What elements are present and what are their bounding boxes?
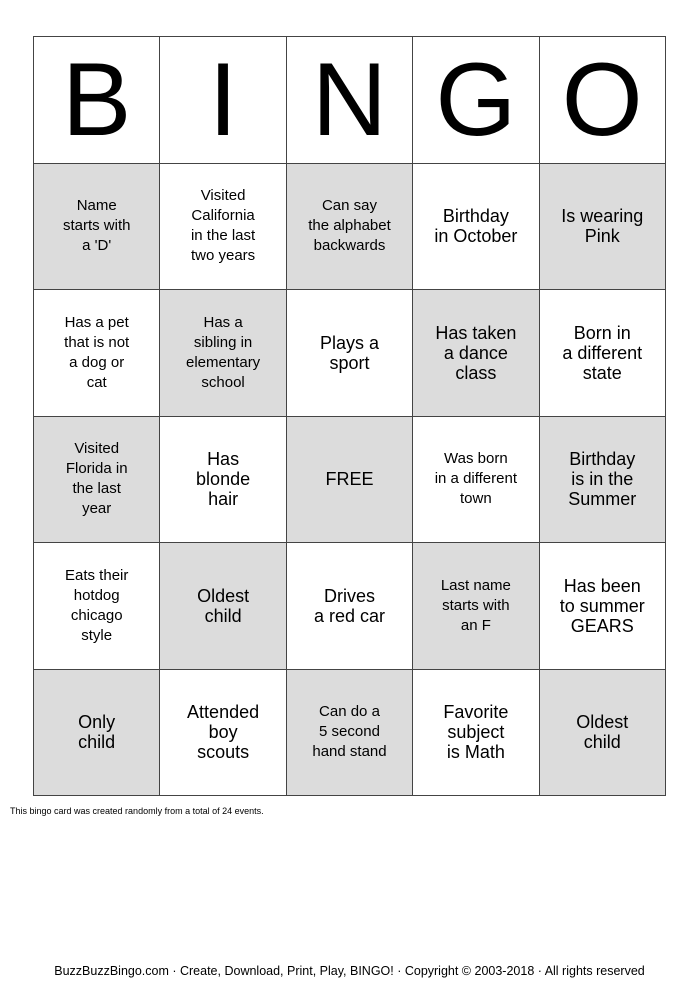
bingo-cell	[287, 164, 413, 291]
bingo-row	[34, 543, 666, 670]
bingo-cell	[287, 670, 413, 797]
bingo-cell	[287, 290, 413, 417]
bingo-cell-text: Has a sibling in elementary school	[185, 313, 261, 391]
header-letter: O	[561, 41, 643, 158]
bingo-row	[34, 417, 666, 544]
bingo-cell-text: Last name starts with an F	[440, 576, 511, 634]
bingo-cell-text: Attended boy scouts	[187, 702, 260, 763]
bingo-cell	[34, 164, 160, 291]
bingo-cell-text: Can say the alphabet backwards	[308, 197, 391, 255]
bingo-cell	[160, 543, 286, 670]
bingo-cell	[413, 670, 539, 797]
bingo-cell-text: Can do a 5 second hand stand	[312, 703, 387, 761]
header-cell-n	[287, 37, 413, 164]
bingo-cell-text: Oldest child	[576, 712, 629, 753]
bingo-cell-text: Oldest child	[197, 585, 250, 626]
bingo-cell-text: Was born in a different town	[434, 450, 517, 508]
free-space-cell	[287, 417, 413, 544]
header-letter: B	[62, 41, 132, 158]
bingo-grid	[34, 164, 666, 797]
bingo-cell-text: Has been to summer GEARS	[559, 575, 645, 636]
bingo-cell-text: Drives a red car	[313, 585, 385, 626]
bingo-row	[34, 290, 666, 417]
bingo-cell-text: Has blonde hair	[196, 449, 251, 510]
header-cell-b	[34, 37, 160, 164]
bingo-cell	[540, 417, 666, 544]
bingo-cell	[413, 417, 539, 544]
bingo-row	[34, 164, 666, 291]
bingo-cell	[540, 164, 666, 291]
bingo-cell-text: Name starts with a 'D'	[62, 197, 131, 255]
header-letter: G	[435, 41, 517, 158]
bingo-cell	[160, 164, 286, 291]
header-letter: N	[311, 41, 388, 158]
bingo-cell-text: Birthday is in the Summer	[568, 449, 637, 510]
bingo-cell-text: Only child	[78, 712, 116, 753]
bingo-cell-text: Has taken a dance class	[435, 322, 517, 383]
bingo-cell	[413, 543, 539, 670]
bingo-cell	[34, 543, 160, 670]
bingo-cell-text: Has a pet that is not a dog or cat	[64, 313, 130, 391]
bingo-cell	[540, 543, 666, 670]
footer-copyright: BuzzBuzzBingo.com · Create, Download, Print, Play, BINGO! · Copyright © 2003-2018 · All rights reserved	[54, 964, 645, 978]
bingo-cell-text: Visited Florida in the last year	[65, 440, 128, 518]
bingo-cell-text: Visited California in the last two years	[190, 187, 256, 265]
bingo-cell	[413, 164, 539, 291]
bingo-cell	[34, 290, 160, 417]
bingo-cell	[34, 417, 160, 544]
header-cell-i	[160, 37, 286, 164]
bingo-row	[34, 670, 666, 797]
bingo-cell-text: FREE	[325, 469, 374, 490]
bingo-cell	[160, 670, 286, 797]
bingo-cell-text: Is wearing Pink	[561, 206, 644, 247]
bingo-cell	[160, 417, 286, 544]
bingo-cell-text: Birthday in October	[434, 206, 518, 247]
bingo-cell-text: Favorite subject is Math	[443, 702, 509, 763]
bingo-cell	[287, 543, 413, 670]
bingo-cell-text: Eats their hotdog chicago style	[65, 566, 129, 644]
bingo-cell	[540, 670, 666, 797]
bingo-cell	[160, 290, 286, 417]
header-cell-o	[540, 37, 666, 164]
bingo-cell	[34, 670, 160, 797]
header-letter: I	[208, 41, 238, 158]
bingo-card	[33, 36, 666, 796]
bingo-cell-text: Plays a sport	[319, 332, 379, 373]
header-row	[34, 37, 666, 164]
bingo-cell-text: Born in a different state	[562, 322, 643, 383]
bingo-cell	[413, 290, 539, 417]
bingo-cell	[540, 290, 666, 417]
header-cell-g	[413, 37, 539, 164]
generation-note: This bingo card was created randomly from a total of 24 events.	[10, 806, 264, 816]
